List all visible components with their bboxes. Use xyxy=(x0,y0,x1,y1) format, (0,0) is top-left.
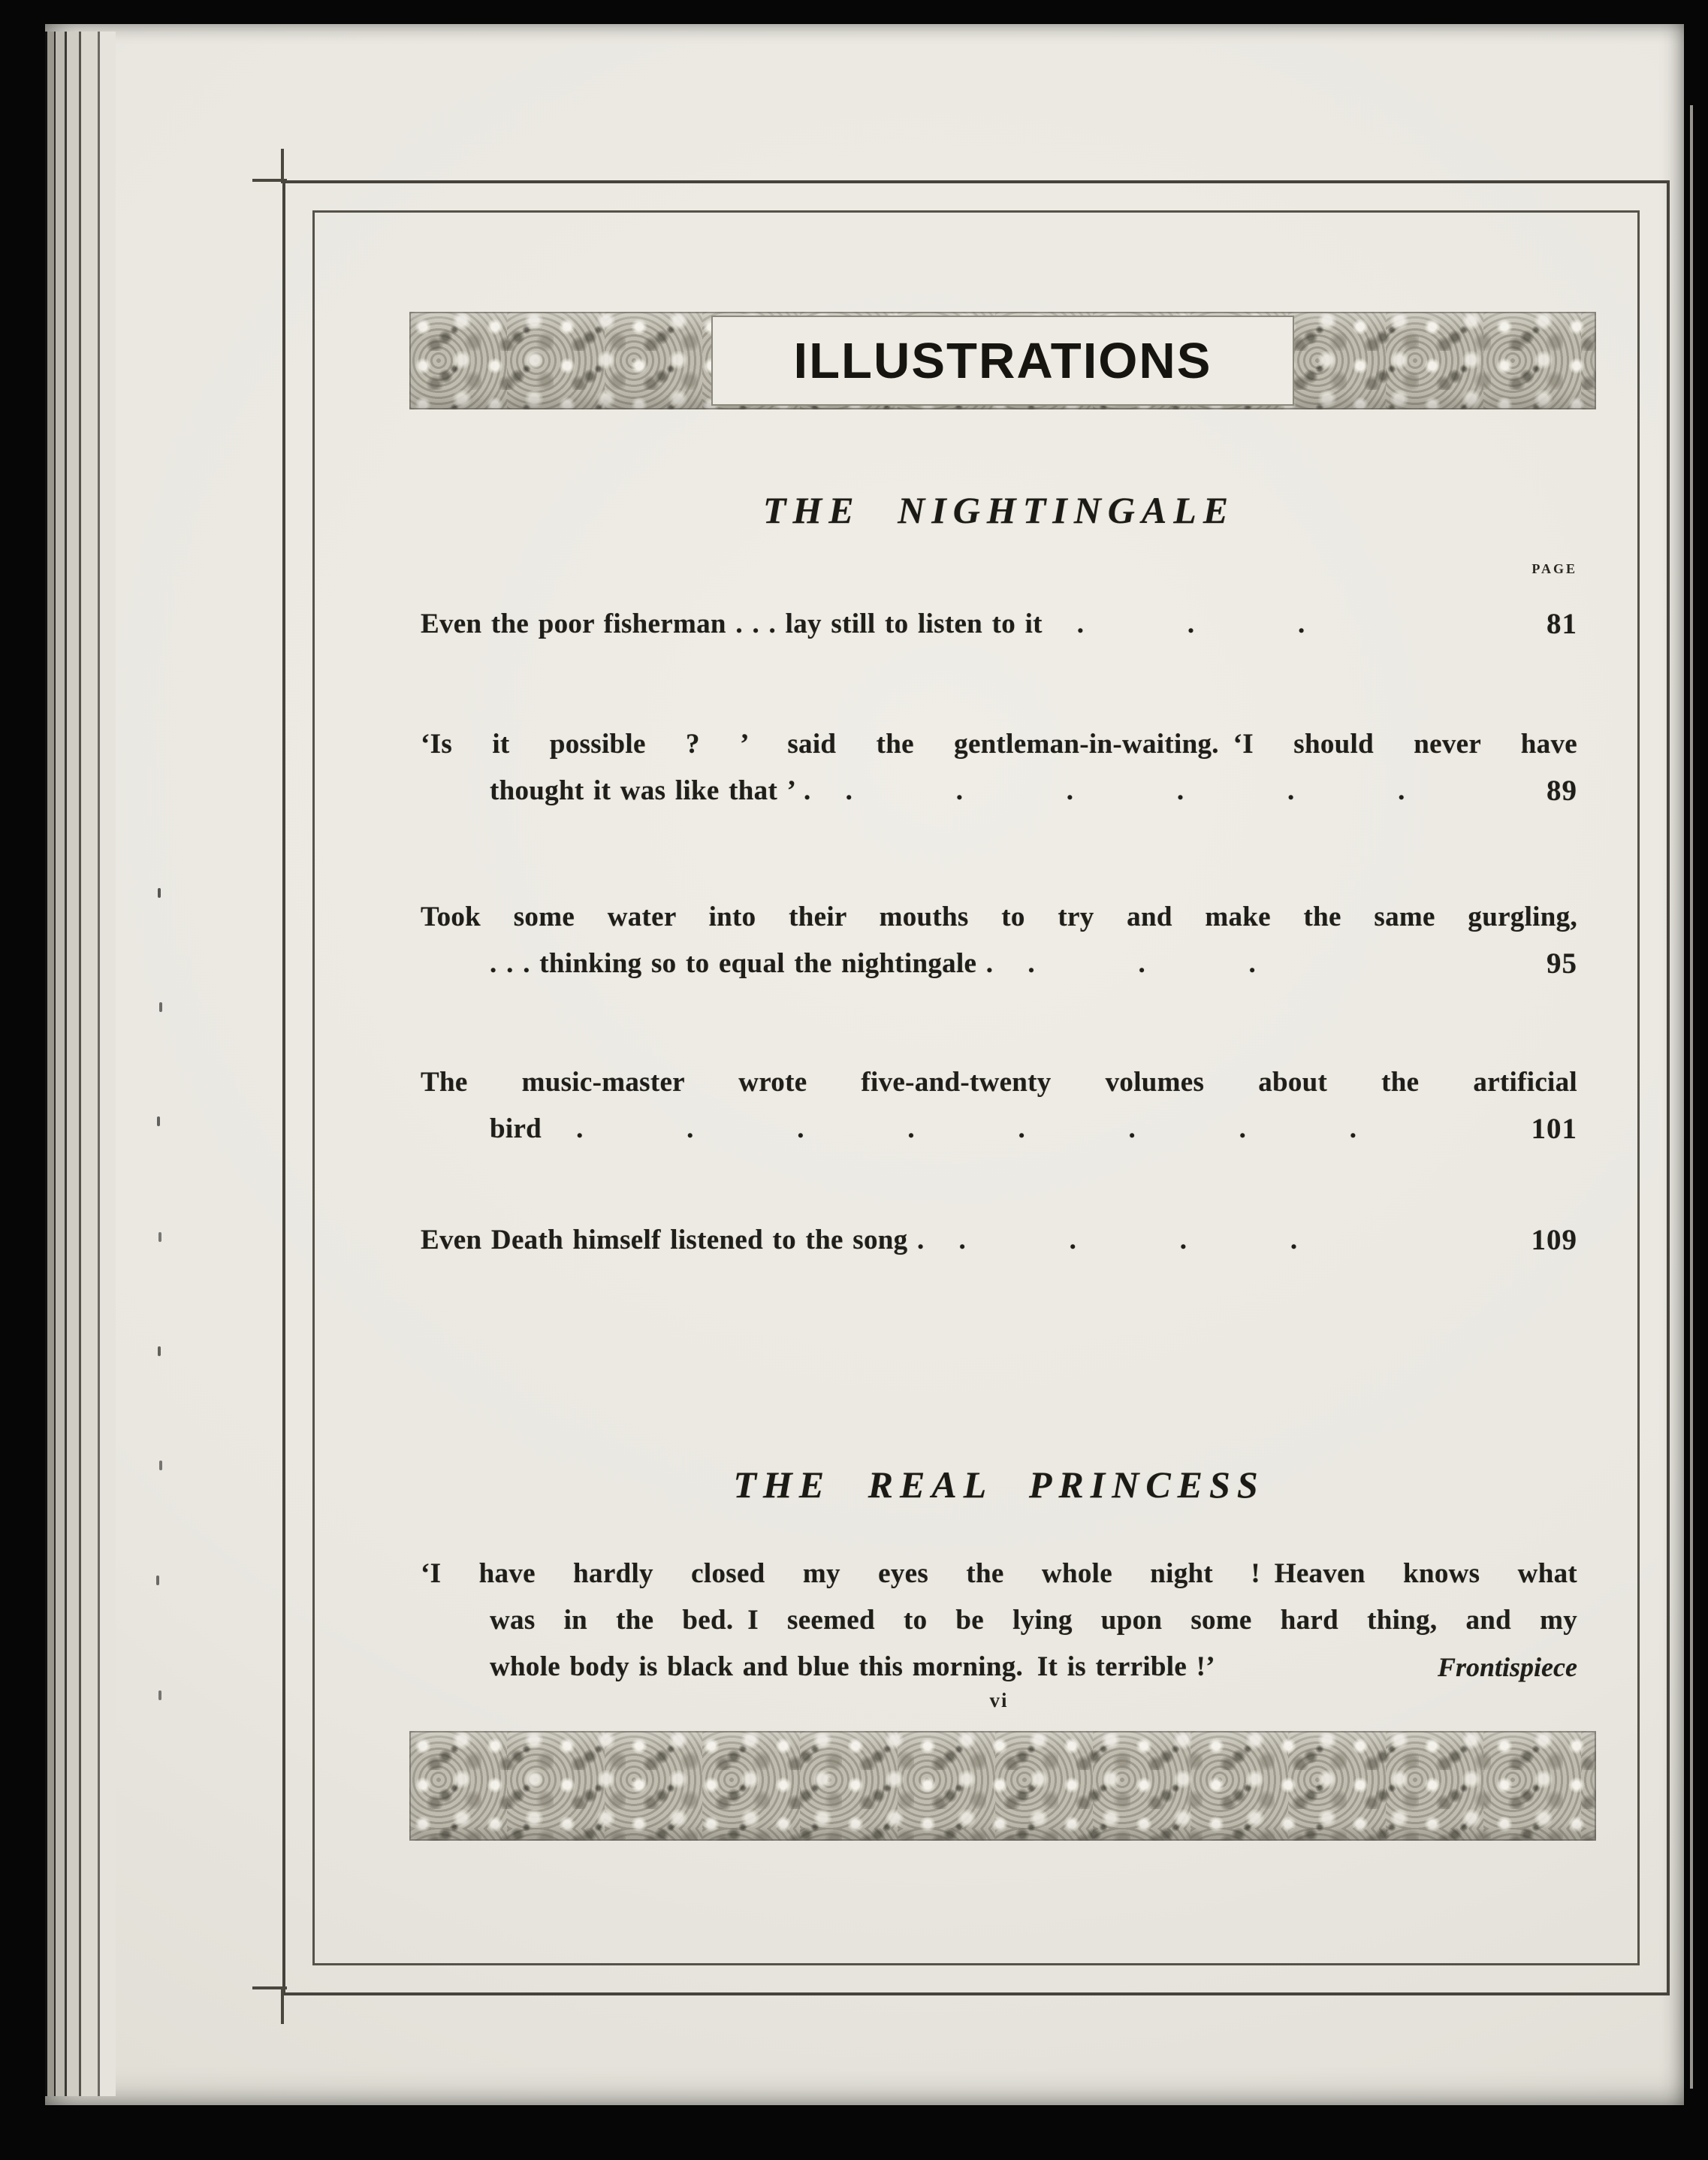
entry-page-number: 95 xyxy=(1547,947,1577,980)
leader-dots: . . . xyxy=(1076,609,1305,639)
entry-line xyxy=(421,894,1577,941)
entry-text: The music-master wrote five-and-twenty volumes about the artificial xyxy=(421,1067,1577,1098)
footer-ornament xyxy=(409,1731,1596,1841)
header-ornament xyxy=(409,312,1596,409)
page-stack-edge xyxy=(45,32,116,2096)
entry-text: thought it was like that ’ . xyxy=(490,775,811,806)
entry-text: ‘Is it possible ? ’ said the gentleman-in-waiting. ‘I should never have xyxy=(421,729,1577,760)
entry-text: whole body is black and blue this morning. It is terrible !’ xyxy=(490,1651,1215,1682)
leader-dots: . . . . . . xyxy=(845,775,1405,806)
leader-dots: . . . . . . . . xyxy=(576,1113,1357,1144)
toc-entry xyxy=(421,1551,1577,1690)
frame-artifact xyxy=(281,1989,284,2024)
entry-line xyxy=(421,768,1577,814)
leader-dots: . . . . xyxy=(958,1225,1298,1255)
title-plaque xyxy=(711,316,1294,406)
book-page xyxy=(45,24,1684,2105)
entry-text: . . . thinking so to equal the nightingale . xyxy=(490,948,994,979)
entry-page-number: 109 xyxy=(1531,1224,1577,1256)
page-title: ILLUSTRATIONS xyxy=(793,332,1212,389)
entry-line xyxy=(421,1644,1577,1690)
toc-entry xyxy=(421,601,1577,648)
toc-entry xyxy=(421,1217,1577,1264)
entry-text: ‘I have hardly closed my eyes the whole night ! Heaven knows what xyxy=(421,1558,1577,1589)
frame-artifact xyxy=(281,149,284,183)
entry-line xyxy=(421,1059,1577,1106)
section-title-nightingale: THE NIGHTINGALE xyxy=(762,489,1236,531)
leader-dots: . . . xyxy=(1028,948,1257,979)
entry-line xyxy=(421,1217,1577,1264)
section-title-real-princess: THE REAL PRINCESS xyxy=(733,1464,1265,1506)
entry-text: was in the bed. I seemed to be lying upon some hard thing, and my xyxy=(490,1605,1577,1636)
toc-entry xyxy=(421,1059,1577,1153)
adjacent-page-edge xyxy=(1690,105,1693,2089)
entry-line xyxy=(421,941,1577,987)
entry-page-number: Frontispiece xyxy=(1438,1652,1577,1682)
scan-speckles xyxy=(158,888,161,898)
entry-page-number: 89 xyxy=(1547,775,1577,807)
entry-line xyxy=(421,1106,1577,1153)
entry-line xyxy=(421,721,1577,768)
entry-line xyxy=(421,1597,1577,1644)
entry-text: bird xyxy=(490,1113,542,1144)
toc-entry xyxy=(421,721,1577,814)
page-column-label: PAGE xyxy=(1531,561,1577,576)
toc-entry xyxy=(421,894,1577,987)
folio-number: vi xyxy=(989,1689,1009,1711)
entry-line xyxy=(421,601,1577,648)
entry-text: Even the poor fisherman . . . lay still to listen to it xyxy=(421,609,1043,639)
entry-line xyxy=(421,1551,1577,1597)
entry-page-number: 101 xyxy=(1531,1113,1577,1145)
entry-page-number: 81 xyxy=(1547,608,1577,640)
entry-text: Took some water into their mouths to try and make the same gurgling, xyxy=(421,902,1577,932)
entry-text: Even Death himself listened to the song . xyxy=(421,1225,925,1255)
